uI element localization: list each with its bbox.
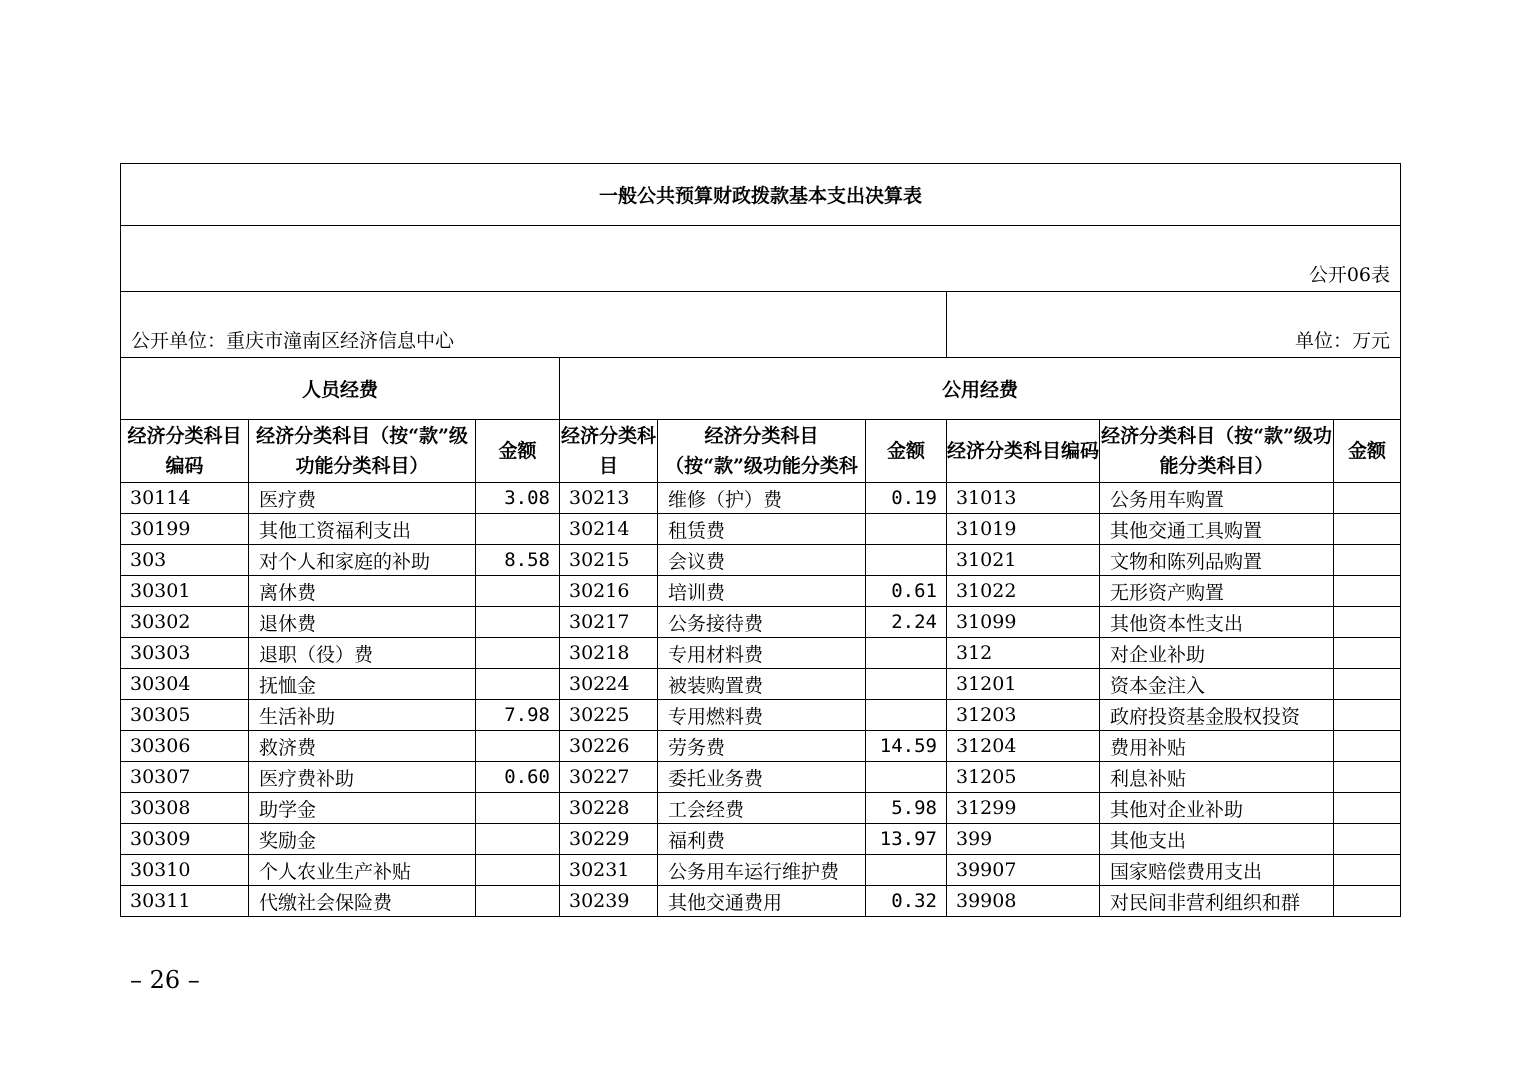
page-number: – 26 – [130, 966, 200, 994]
cell-p-name: 助学金 [249, 793, 476, 824]
header-c-code: 经济分类科目编码 [947, 420, 1100, 483]
cell-c-code: 39908 [947, 886, 1100, 917]
cell-p-name: 其他工资福利支出 [249, 514, 476, 545]
table-row [121, 545, 1401, 576]
cell-g-code: 30227 [560, 762, 658, 793]
cell-c-code: 31099 [947, 607, 1100, 638]
cell-c-amount [1334, 669, 1401, 700]
cell-g-code: 30215 [560, 545, 658, 576]
cell-p-name: 代缴社会保险费 [249, 886, 476, 917]
cell-c-amount [1334, 793, 1401, 824]
table-row [121, 886, 1401, 917]
cell-p-amount [476, 886, 560, 917]
cell-p-name: 离休费 [249, 576, 476, 607]
form-code: 公开06表 [121, 226, 1401, 292]
cell-c-amount [1334, 545, 1401, 576]
cell-c-code: 31021 [947, 545, 1100, 576]
group-personnel: 人员经费 [121, 358, 560, 420]
cell-g-amount [866, 545, 947, 576]
cell-p-name: 对个人和家庭的补助 [249, 545, 476, 576]
cell-g-amount [866, 855, 947, 886]
cell-g-code: 30214 [560, 514, 658, 545]
table-row [121, 638, 1401, 669]
cell-c-code: 31019 [947, 514, 1100, 545]
cell-g-amount: 5.98 [866, 793, 947, 824]
cell-c-name: 其他支出 [1100, 824, 1334, 855]
cell-c-amount [1334, 576, 1401, 607]
cell-g-amount [866, 638, 947, 669]
cell-p-name: 医疗费补助 [249, 762, 476, 793]
cell-g-code: 30218 [560, 638, 658, 669]
cell-c-amount [1334, 762, 1401, 793]
cell-c-code: 31022 [947, 576, 1100, 607]
group-public: 公用经费 [560, 358, 1401, 420]
cell-p-amount [476, 638, 560, 669]
cell-c-code: 31201 [947, 669, 1100, 700]
cell-p-code: 30311 [121, 886, 249, 917]
cell-p-amount [476, 855, 560, 886]
header-c-name: 经济分类科目（按“款”级功能分类科目） [1100, 420, 1334, 483]
cell-c-amount [1334, 855, 1401, 886]
cell-c-name: 对民间非营利组织和群 [1100, 886, 1334, 917]
cell-g-code: 30226 [560, 731, 658, 762]
cell-c-name: 公务用车购置 [1100, 483, 1334, 514]
cell-g-amount [866, 762, 947, 793]
table-row [121, 762, 1401, 793]
cell-p-amount [476, 607, 560, 638]
table-row [121, 700, 1401, 731]
cell-p-code: 30309 [121, 824, 249, 855]
cell-c-name: 文物和陈列品购置 [1100, 545, 1334, 576]
cell-g-name: 工会经费 [658, 793, 866, 824]
table-row [121, 731, 1401, 762]
cell-p-name: 抚恤金 [249, 669, 476, 700]
cell-p-name: 医疗费 [249, 483, 476, 514]
cell-c-code: 31204 [947, 731, 1100, 762]
cell-c-amount [1334, 638, 1401, 669]
table-row [121, 576, 1401, 607]
cell-g-name: 劳务费 [658, 731, 866, 762]
cell-g-amount: 2.24 [866, 607, 947, 638]
cell-g-code: 30228 [560, 793, 658, 824]
cell-c-amount [1334, 607, 1401, 638]
cell-p-name: 奖励金 [249, 824, 476, 855]
cell-p-code: 30114 [121, 483, 249, 514]
cell-g-name: 委托业务费 [658, 762, 866, 793]
header-g-code: 经济分类科目 [560, 420, 658, 483]
cell-p-code: 30302 [121, 607, 249, 638]
cell-c-name: 国家赔偿费用支出 [1100, 855, 1334, 886]
table-title: 一般公共预算财政拨款基本支出决算表 [121, 164, 1401, 226]
cell-c-name: 费用补贴 [1100, 731, 1334, 762]
table-row [121, 607, 1401, 638]
cell-p-code: 30199 [121, 514, 249, 545]
cell-g-amount: 0.61 [866, 576, 947, 607]
cell-p-amount: 7.98 [476, 700, 560, 731]
cell-g-name: 福利费 [658, 824, 866, 855]
cell-g-name: 培训费 [658, 576, 866, 607]
cell-c-name: 其他对企业补助 [1100, 793, 1334, 824]
cell-g-code: 30217 [560, 607, 658, 638]
cell-p-name: 退职（役）费 [249, 638, 476, 669]
table-row [121, 669, 1401, 700]
cell-c-code: 39907 [947, 855, 1100, 886]
cell-p-amount: 0.60 [476, 762, 560, 793]
table-row [121, 514, 1401, 545]
cell-c-amount [1334, 886, 1401, 917]
cell-g-code: 30213 [560, 483, 658, 514]
table-row [121, 483, 1401, 514]
cell-p-code: 30303 [121, 638, 249, 669]
cell-c-amount [1334, 700, 1401, 731]
cell-g-code: 30229 [560, 824, 658, 855]
cell-g-code: 30239 [560, 886, 658, 917]
cell-g-name: 公务用车运行维护费 [658, 855, 866, 886]
table-row [121, 793, 1401, 824]
table-row [121, 824, 1401, 855]
cell-c-code: 31203 [947, 700, 1100, 731]
cell-g-name: 会议费 [658, 545, 866, 576]
cell-p-amount: 8.58 [476, 545, 560, 576]
cell-p-code: 30305 [121, 700, 249, 731]
cell-p-name: 生活补助 [249, 700, 476, 731]
header-c-amount: 金额 [1334, 420, 1401, 483]
cell-g-name: 租赁费 [658, 514, 866, 545]
cell-p-code: 30304 [121, 669, 249, 700]
header-p-name: 经济分类科目（按“款”级功能分类科目） [249, 420, 476, 483]
cell-p-name: 退休费 [249, 607, 476, 638]
cell-c-name: 资本金注入 [1100, 669, 1334, 700]
cell-g-name: 其他交通费用 [658, 886, 866, 917]
budget-table [120, 163, 1401, 917]
cell-p-amount [476, 731, 560, 762]
cell-c-code: 31205 [947, 762, 1100, 793]
cell-p-code: 30301 [121, 576, 249, 607]
cell-c-name: 利息补贴 [1100, 762, 1334, 793]
table-row [121, 855, 1401, 886]
cell-p-name: 个人农业生产补贴 [249, 855, 476, 886]
cell-c-code: 31299 [947, 793, 1100, 824]
unit-name: 公开单位：重庆市潼南区经济信息中心 [121, 292, 947, 358]
cell-p-amount: 3.08 [476, 483, 560, 514]
cell-g-amount [866, 514, 947, 545]
cell-c-name: 其他交通工具购置 [1100, 514, 1334, 545]
cell-g-amount: 0.19 [866, 483, 947, 514]
cell-c-name: 其他资本性支出 [1100, 607, 1334, 638]
cell-g-name: 维修（护）费 [658, 483, 866, 514]
cell-p-amount [476, 793, 560, 824]
cell-p-amount [476, 824, 560, 855]
cell-g-code: 30216 [560, 576, 658, 607]
cell-g-amount: 14.59 [866, 731, 947, 762]
cell-c-code: 399 [947, 824, 1100, 855]
cell-p-code: 30306 [121, 731, 249, 762]
cell-c-amount [1334, 824, 1401, 855]
cell-g-amount: 13.97 [866, 824, 947, 855]
data-rows [121, 483, 1401, 917]
cell-p-amount [476, 514, 560, 545]
cell-p-amount [476, 576, 560, 607]
cell-g-amount [866, 669, 947, 700]
cell-c-name: 对企业补助 [1100, 638, 1334, 669]
header-p-code: 经济分类科目编码 [121, 420, 249, 483]
cell-c-amount [1334, 483, 1401, 514]
cell-c-amount [1334, 514, 1401, 545]
cell-p-code: 30307 [121, 762, 249, 793]
cell-p-amount [476, 669, 560, 700]
cell-g-code: 30231 [560, 855, 658, 886]
cell-c-code: 31013 [947, 483, 1100, 514]
cell-g-code: 30225 [560, 700, 658, 731]
cell-p-code: 30308 [121, 793, 249, 824]
cell-g-name: 被装购置费 [658, 669, 866, 700]
cell-p-code: 303 [121, 545, 249, 576]
cell-c-amount [1334, 731, 1401, 762]
header-p-amount: 金额 [476, 420, 560, 483]
cell-c-code: 312 [947, 638, 1100, 669]
cell-g-amount: 0.32 [866, 886, 947, 917]
cell-p-name: 救济费 [249, 731, 476, 762]
cell-g-name: 专用燃料费 [658, 700, 866, 731]
cell-p-code: 30310 [121, 855, 249, 886]
unit-label: 单位：万元 [947, 292, 1401, 358]
cell-c-name: 无形资产购置 [1100, 576, 1334, 607]
cell-g-name: 公务接待费 [658, 607, 866, 638]
header-g-amount: 金额 [866, 420, 947, 483]
cell-g-amount [866, 700, 947, 731]
cell-c-name: 政府投资基金股权投资 [1100, 700, 1334, 731]
header-g-name: 经济分类科目（按“款”级功能分类科 [658, 420, 866, 483]
cell-g-name: 专用材料费 [658, 638, 866, 669]
cell-g-code: 30224 [560, 669, 658, 700]
